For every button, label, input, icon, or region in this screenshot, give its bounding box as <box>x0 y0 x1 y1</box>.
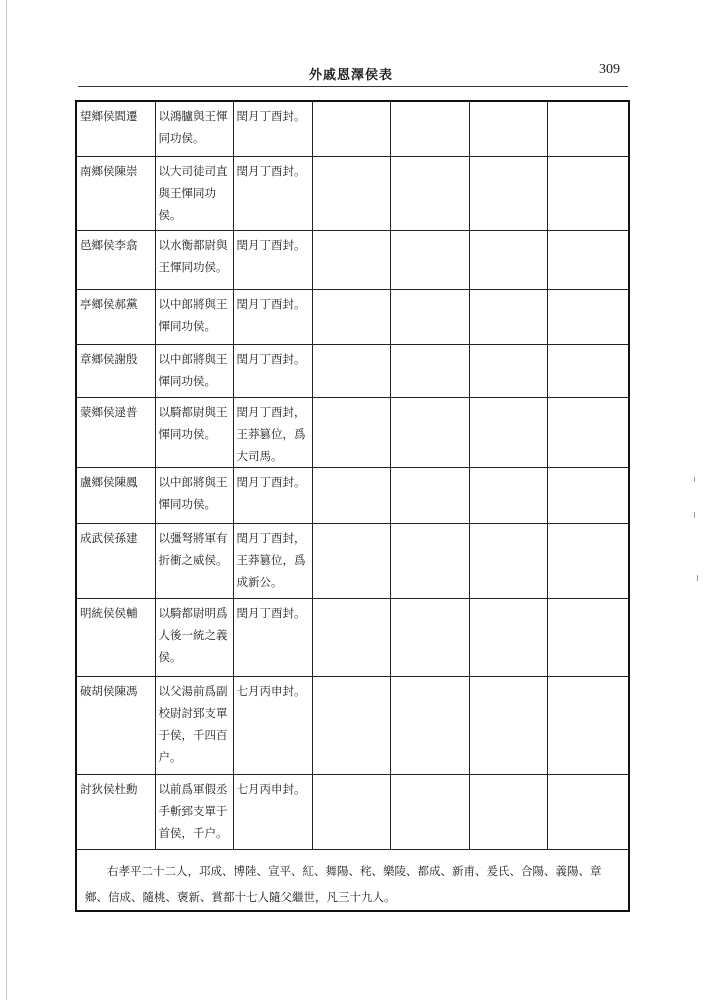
summary-row <box>76 849 629 911</box>
marquis-name: 章鄉侯謝殷 <box>76 344 155 397</box>
empty-cell <box>469 523 547 598</box>
empty-cell <box>469 397 547 467</box>
empty-cell <box>469 676 547 774</box>
enfeoffment-event: 七月丙申封。 <box>233 774 312 849</box>
enfeoffment-reason: 以前爲軍假丞手斬郅支單于首侯，千户。 <box>155 774 233 849</box>
empty-cell <box>390 598 469 676</box>
summary-cell <box>76 849 629 911</box>
empty-cell <box>390 676 469 774</box>
table-row <box>76 774 629 849</box>
empty-cell <box>547 598 629 676</box>
empty-cell <box>390 289 469 344</box>
enfeoffment-event: 閏月丁酉封，王莽篡位，爲成新公。 <box>233 523 312 598</box>
header-rule <box>78 86 628 87</box>
empty-cell <box>547 344 629 397</box>
table-row <box>76 156 629 230</box>
enfeoffment-event: 閏月丁酉封，王莽篡位，爲大司馬。 <box>233 397 312 467</box>
enfeoffment-event: 閏月丁酉封。 <box>233 598 312 676</box>
marquis-name: 蒙鄉侯逯普 <box>76 397 155 467</box>
empty-cell <box>312 467 390 523</box>
empty-cell <box>469 774 547 849</box>
empty-cell <box>312 774 390 849</box>
enfeoffment-event: 七月丙申封。 <box>233 676 312 774</box>
empty-cell <box>390 156 469 230</box>
enfeoffment-reason: 以中郎將與王惲同功侯。 <box>155 467 233 523</box>
empty-cell <box>547 523 629 598</box>
marquis-name: 破胡侯陳馮 <box>76 676 155 774</box>
table-row <box>76 676 629 774</box>
empty-cell <box>312 598 390 676</box>
empty-cell <box>390 101 469 156</box>
empty-cell <box>547 774 629 849</box>
table-row <box>76 467 629 523</box>
empty-cell <box>547 467 629 523</box>
marquis-name: 明統侯侯輔 <box>76 598 155 676</box>
enfeoffment-event: 閏月丁酉封。 <box>233 344 312 397</box>
scan-mark <box>697 575 698 581</box>
marquis-name: 南鄉侯陳崇 <box>76 156 155 230</box>
empty-cell <box>469 156 547 230</box>
empty-cell <box>390 344 469 397</box>
enfeoffment-event: 閏月丁酉封。 <box>233 467 312 523</box>
table-row <box>76 230 629 289</box>
marquis-table <box>75 100 630 912</box>
running-header <box>78 62 624 82</box>
enfeoffment-event: 閏月丁酉封。 <box>233 230 312 289</box>
enfeoffment-reason: 以中郎將與王惲同功侯。 <box>155 344 233 397</box>
empty-cell <box>469 101 547 156</box>
enfeoffment-reason: 以彊弩將軍有折衝之威侯。 <box>155 523 233 598</box>
page-number: 309 <box>599 62 620 77</box>
empty-cell <box>390 467 469 523</box>
enfeoffment-reason: 以鴻臚與王惲同功侯。 <box>155 101 233 156</box>
table-row <box>76 397 629 467</box>
empty-cell <box>390 774 469 849</box>
empty-cell <box>390 397 469 467</box>
marquis-name: 盧鄉侯陳鳳 <box>76 467 155 523</box>
empty-cell <box>469 598 547 676</box>
empty-cell <box>312 289 390 344</box>
empty-cell <box>547 676 629 774</box>
marquis-name: 邑鄉侯李翕 <box>76 230 155 289</box>
empty-cell <box>390 523 469 598</box>
empty-cell <box>469 344 547 397</box>
enfeoffment-reason: 以大司徒司直與王惲同功侯。 <box>155 156 233 230</box>
marquis-name: 討狄侯杜勳 <box>76 774 155 849</box>
summary-text: 右孝平二十二人，邛成、博陸、宣平、紅、舞陽、秺、樂陵、都成、新甫、爰氏、合陽、義陽、章鄉、信成、隨桃、褒新、賞都十七人隨父繼世，凡三十九人。 <box>85 863 602 904</box>
marquis-name: 亭鄉侯郝黨 <box>76 289 155 344</box>
enfeoffment-event: 閏月丁酉封。 <box>233 101 312 156</box>
enfeoffment-event: 閏月丁酉封。 <box>233 289 312 344</box>
empty-cell <box>312 397 390 467</box>
empty-cell <box>547 289 629 344</box>
empty-cell <box>469 467 547 523</box>
enfeoffment-reason: 以父湯前爲副校尉討郅支單于侯，千四百户。 <box>155 676 233 774</box>
table-row <box>76 289 629 344</box>
marquis-name: 成武侯孫建 <box>76 523 155 598</box>
scan-mark <box>694 477 695 482</box>
empty-cell <box>312 230 390 289</box>
enfeoffment-event: 閏月丁酉封。 <box>233 156 312 230</box>
table-row <box>76 598 629 676</box>
running-title: 外戚恩澤侯表 <box>308 68 393 83</box>
empty-cell <box>312 523 390 598</box>
empty-cell <box>547 156 629 230</box>
empty-cell <box>547 230 629 289</box>
marquis-name: 望鄉侯閻遷 <box>76 101 155 156</box>
enfeoffment-reason: 以騎都尉明爲人後一統之義侯。 <box>155 598 233 676</box>
empty-cell <box>390 230 469 289</box>
empty-cell <box>469 289 547 344</box>
table-row <box>76 101 629 156</box>
table-row <box>76 344 629 397</box>
empty-cell <box>312 344 390 397</box>
enfeoffment-reason: 以中郎將與王惲同功侯。 <box>155 289 233 344</box>
empty-cell <box>312 101 390 156</box>
empty-cell <box>469 230 547 289</box>
page-edge-line <box>6 0 7 1000</box>
empty-cell <box>547 101 629 156</box>
scan-mark <box>694 512 695 518</box>
table-row <box>76 523 629 598</box>
enfeoffment-reason: 以水衡都尉與王惲同功侯。 <box>155 230 233 289</box>
empty-cell <box>547 397 629 467</box>
enfeoffment-reason: 以騎都尉與王惲同功侯。 <box>155 397 233 467</box>
empty-cell <box>312 676 390 774</box>
empty-cell <box>312 156 390 230</box>
